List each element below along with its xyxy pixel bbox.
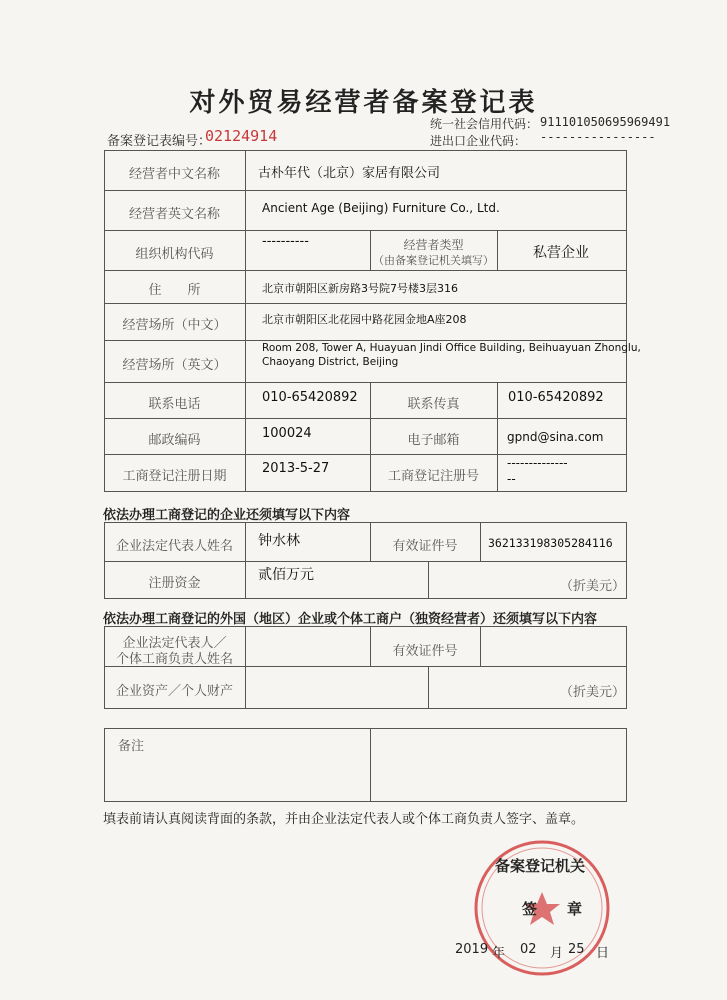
id-label-2: 有效证件号 [392,644,458,659]
date-month: 02 [520,942,537,957]
premises-en-label: 经营场所（英文） [122,358,227,373]
section2-heading: 依法办理工商登记的外国（地区）企业或个体工商户（独资经营者）还须填写以下内容 [103,612,598,627]
page-title: 对外贸易经营者备案登记表 [189,88,538,118]
en-name-label: 经营者英文名称 [128,207,220,222]
address-label: 住 所 [148,283,201,298]
address-value: 北京市朝阳区新房路3号院7号楼3层316 [262,282,458,295]
form-number-value: 02124914 [205,127,278,145]
divider [104,303,626,304]
email-value: gpnd@sina.com [507,430,604,444]
divider [428,666,429,708]
remarks-label: 备注 [118,739,145,754]
cn-name-label: 经营者中文名称 [128,167,220,182]
reg-no-value-2: -- [507,472,516,486]
type-value: 私营企业 [533,245,589,261]
type-sublabel: （由备案登记机关填写） [373,254,494,267]
date-year-char: 年 [492,946,506,961]
divider [370,728,371,801]
divider [104,382,626,383]
divider [245,626,246,708]
section1-heading: 依法办理工商登记的企业还须填写以下内容 [103,508,351,523]
date-day: 25 [568,942,585,957]
divider [104,270,626,271]
rep-label-line1: 企业法定代表人／ [122,636,227,651]
divider [104,561,626,562]
date-day-char: 日 [596,946,610,961]
premises-en-line1: Room 208, Tower A, Huayuan Jindi Office Building, Beihuayuan Zhonglu, [262,342,641,354]
premises-en-line2: Chaoyang District, Beijing [262,356,399,368]
id-label: 有效证件号 [392,539,458,554]
phone-value: 010-65420892 [262,390,358,405]
divider [245,522,246,598]
remarks-box [104,728,627,802]
divider [104,190,626,191]
premises-cn-value: 北京市朝阳区北花园中路花园金地A座208 [262,313,467,326]
rep-name-label: 企业法定代表人姓名 [115,539,233,554]
asset-unit: （折美元） [560,685,626,700]
org-code-label: 组织机构代码 [135,247,214,262]
capital-value: 贰佰万元 [258,567,314,583]
postcode-value: 100024 [262,426,312,441]
authority-sign: 签 章 [522,900,583,918]
form-number-label: 备案登记表编号： [107,134,212,149]
divider [480,626,481,666]
cn-name-value: 古朴年代（北京）家居有限公司 [258,166,441,181]
asset-label: 企业资产／个人财产 [115,684,233,699]
date-month-char: 月 [550,946,564,961]
divider [480,522,481,561]
capital-label: 注册资金 [148,576,201,591]
divider [245,150,246,491]
date-year: 2019 [455,942,489,957]
divider [104,418,626,419]
capital-unit: （折美元） [560,579,626,594]
reg-date-label: 工商登记注册日期 [122,469,227,484]
divider [428,561,429,598]
en-name-value: Ancient Age (Beijing) Furniture Co., Ltd. [262,201,500,215]
ie-code-value: ---------------- [540,130,656,144]
reg-date-value: 2013-5-27 [262,461,330,476]
divider [104,454,626,455]
ie-code-label: 进出口企业代码： [430,134,527,148]
divider [104,340,626,341]
phone-label: 联系电话 [148,397,201,412]
reg-no-value-1: -------------- [507,456,568,470]
fax-label: 联系传真 [407,397,460,412]
email-label: 电子邮箱 [407,433,460,448]
org-code-value: ---------- [262,234,309,249]
reg-no-label: 工商登记注册号 [387,469,479,484]
divider [497,382,498,491]
authority-label: 备案登记机关 [495,857,586,875]
rep-name-value: 钟水林 [258,533,300,549]
rep-label-line2: 个体工商负责人姓名 [115,652,233,667]
fax-value: 010-65420892 [508,390,604,405]
footer-note: 填表前请认真阅读背面的条款，并由企业法定代表人或个体工商负责人签字、盖章。 [103,812,585,827]
postcode-label: 邮政编码 [148,433,201,448]
credit-code-label: 统一社会信用代码： [430,117,539,131]
credit-code-value: 911101050695969491 [540,115,671,129]
id-value: 362133198305284116 [488,536,613,550]
premises-cn-label: 经营场所（中文） [122,318,227,333]
type-label: 经营者类型 [403,238,464,252]
divider [104,230,626,231]
